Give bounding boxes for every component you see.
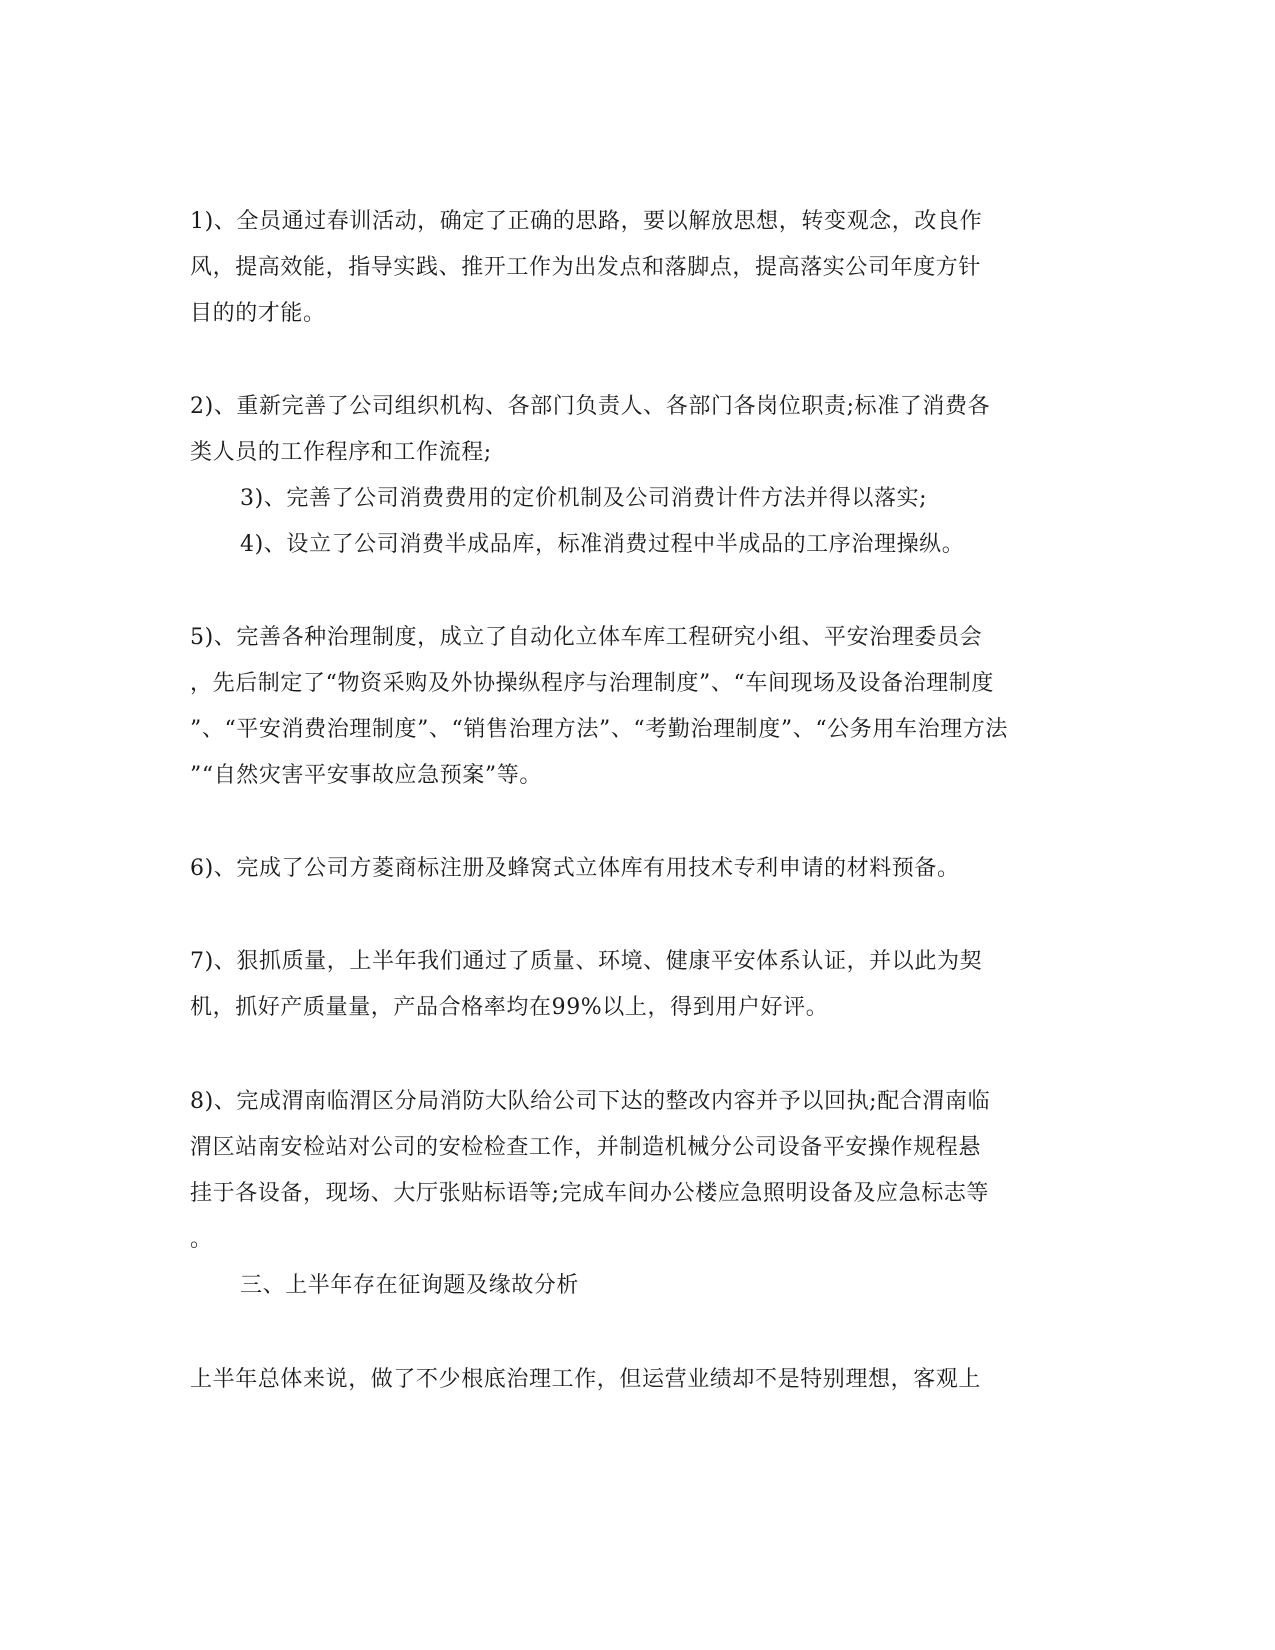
paragraph-2-line-1: 2)、重新完善了公司组织机构、各部门负责人、各部门各岗位职责;标准了消费各 [190, 394, 991, 419]
paragraph-7-line-2: 机，抓好产质量量，产品合格率均在99%以上，得到用户好评。 [190, 995, 829, 1020]
paragraph-4-line-1: 4)、设立了公司消费半成品库，标准消费过程中半成品的工序治理操纵。 [240, 532, 965, 557]
paragraph-8-line-4: 。 [190, 1227, 213, 1252]
section-heading: 三、上半年存在征询题及缘故分析 [240, 1273, 580, 1298]
paragraph-5-line-1: 5)、完善各种治理制度，成立了自动化立体车库工程研究小组、平安治理委员会 [190, 625, 983, 650]
paragraph-3-line-1: 3)、完善了公司消费费用的定价机制及公司消费计件方法并得以落实; [240, 486, 928, 511]
paragraph-5-line-4: ”“自然灾害平安事故应急预案”等。 [190, 763, 542, 788]
paragraph-1-line-1: 1)、全员通过春训活动，确定了正确的思路，要以解放思想，转变观念，改良作 [190, 209, 983, 234]
paragraph-1-line-3: 目的的才能。 [190, 301, 326, 326]
paragraph-8-line-2: 渭区站南安检站对公司的安检检查工作，并制造机械分公司设备平安操作规程悬 [190, 1135, 982, 1160]
paragraph-8-line-3: 挂于各设备，现场、大厅张贴标语等;完成车间办公楼应急照明设备及应急标志等 [190, 1181, 990, 1206]
paragraph-10-line-1: 上半年总体来说，做了不少根底治理工作，但运营业绩却不是特别理想，客观上 [190, 1367, 982, 1392]
paragraph-5-line-2: ，先后制定了“物资采购及外协操纵程序与治理制度”、“车间现场及设备治理制度 [190, 671, 994, 696]
paragraph-5-line-3: ”、“平安消费治理制度”、“销售治理方法”、“考勤治理制度”、“公务用车治理方法 [190, 717, 1008, 742]
paragraph-2-line-2: 类人员的工作程序和工作流程; [190, 440, 492, 465]
paragraph-8-line-1: 8)、完成渭南临渭区分局消防大队给公司下达的整改内容并予以回执;配合渭南临 [190, 1089, 991, 1114]
paragraph-7-line-1: 7)、狠抓质量，上半年我们通过了质量、环境、健康平安体系认证，并以此为契 [190, 949, 983, 974]
paragraph-1-line-2: 风，提高效能，指导实践、推开工作为出发点和落脚点，提高落实公司年度方针 [190, 255, 982, 280]
paragraph-6-line-1: 6)、完成了公司方菱商标注册及蜂窝式立体库有用技术专利申请的材料预备。 [190, 856, 960, 881]
